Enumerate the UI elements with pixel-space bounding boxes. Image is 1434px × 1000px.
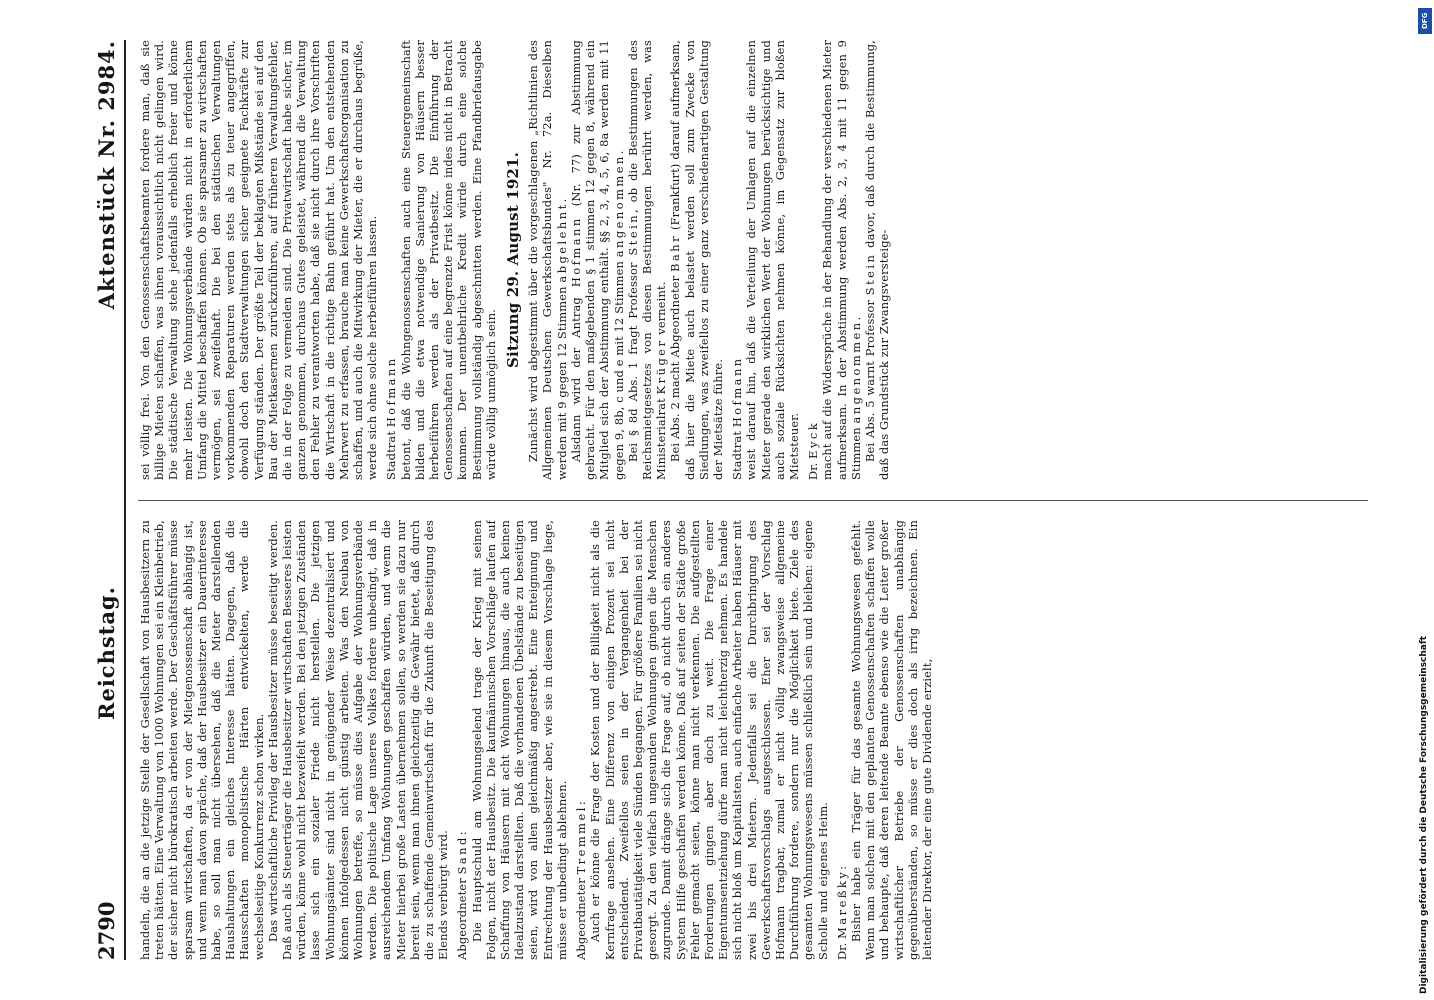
- header-title: Reichstag.: [94, 586, 119, 720]
- speaker-line: [384, 40, 398, 480]
- paragraph-text: Bei Abs. 2 macht Abgeordneter: [668, 275, 683, 462]
- speaker-title: Dr.: [806, 462, 821, 480]
- left-column: [138, 520, 1378, 960]
- speaker-title: Stadtrat: [730, 430, 745, 480]
- speaker-name: Mareßky: [834, 869, 849, 939]
- header-rule: [124, 40, 126, 960]
- paragraph: sei völlig frei. Von den Genossenschaftsbeamten fordere man, daß sie billige Mieten schaffen, was ihnen voraussichtlich nicht gelingen wird. Die städtische Verwaltung stehe jedenfalls erheblich freier und könne mehr leisten. Die Wohnungsverbände würden nicht in erforderlichem Umfang die Mittel beschaffen können. Ob sie sparsamer zu wirtschaften vermögen, sei zweifelhaft. Die bei den städtischen Verwaltungen vorkommenden Reparaturen werden stets als zu teuer angegriffen, obwohl doch den Stadtverwaltungen sicher geeignete Fachkräfte zur Verfügung ständen. Der größte Teil der beklagten Mißstände sei auf den Bau der Mietkasernen zurückzuführen, auf früheren Verwaltungsfehler, die in der Folge zu vermeiden sind. Die Privatwirtschaft habe sicher, im ganzen genommen, durchaus Gutes geleistet, während die Verwaltung den Fehler zu verantworten habe, daß sie nicht durch ihre Vorschriften die Wirtschaft in die richtige Bahn geführt hat. Um den entstehenden Mehrwert zu erfassen, brauche man keine Gewerkschaftsorganisation zu schaffen, und auch die Mitwirkung der Mieter, die er durchaus begrüße, werde sich ohne solche herbeiführen lassen.: [138, 40, 380, 480]
- speaker-title: Abgeordneter: [574, 878, 589, 960]
- paragraph: [863, 40, 891, 480]
- paragraph-text: Bei Abs. 5 warnt Professor: [862, 299, 877, 462]
- speaker-line: [730, 40, 744, 480]
- paragraph: [569, 40, 626, 480]
- paragraph: Die Hauptschuld am Wohnungselend trage der Krieg mit seinen Folgen, nicht der Hausbesitz. Die kaufmännischen Vorschläge laufen auf Schaffung von Häusern mit acht Wohnungen hinaus, die auch keinen Idealzustand darstellten. Daß die vorhandenen Übelstände zu beseitigen seien, wird von allen gleichmäßig angestrebt. Eine Enteignung und Entrechtung der Hausbesitzer aber, wie sie in diesem Vorschlage liege, müsse er unbedingt ablehnen.: [469, 520, 569, 960]
- speaker-title: Abgeordneter: [455, 878, 470, 960]
- right-column: [138, 40, 1378, 480]
- paragraph-text: (Frankfurt) darauf aufmerksam, daß hier die Miete auch belastet werden soll zum Zwecke von Siedlungen, was zweifellos zu einer ganz verschiedenartigen Gestaltung der Mietsätze führe.: [668, 40, 725, 480]
- vote-result: abgelehnt.: [554, 196, 569, 283]
- speaker-name: Eyck: [806, 420, 821, 459]
- dfg-logo: DFG: [1418, 8, 1432, 34]
- person-name: Stein: [625, 212, 640, 256]
- speaker-name: Tremmel: [574, 805, 589, 875]
- page-number: 2790: [94, 901, 119, 960]
- paragraph-text: , ob die Bestimmungen des Reichsmietgesetzes von diesen Bestimmungen berührt werden, was Ministerialrat: [625, 40, 669, 480]
- speaker-line: [806, 40, 820, 480]
- speaker-name: Hofmann: [730, 356, 745, 428]
- column-divider: [138, 500, 1368, 501]
- paragraph: betont, daß die Wohngenossenschaften auch eine Steuergemeinschaft bilden und die etwa notwendige Sanierung von Häusern besser herbeiführen werden als der Privatbesitz. Die Einführung der Genossenschaften auf eine begrenzte Frist könne indes nicht in Betracht kommen. Der unentbehrliche Kredit würde durch eine solche Bestimmung vollständig abgeschnitten werden. Eine Pfandbriefausgabe würde völlig unmöglich sein.: [398, 40, 498, 480]
- person-name: Hofmann: [568, 216, 583, 288]
- digitization-credit: Digitalisierung gefördert durch die Deutsche Forschungsgemeinschaft: [1419, 635, 1429, 994]
- paragraph-text: Zunächst wird abgestimmt über die vorgeschlagenen „Richtlinien des Allgemeinen Deutschen Gewerkschaftsbundes" Nr. 72a. Dieselben werden mit 9 gegen 12 Stimmen: [526, 40, 569, 480]
- speaker-line: Abgeordneter Tremmel:: [574, 801, 589, 960]
- paragraph: [526, 40, 569, 480]
- person-name: Bahr: [668, 233, 683, 272]
- speaker-name: Hofmann: [384, 356, 399, 428]
- paragraph-text: macht auf die Widersprüche in der Behandlung der verschiedenen Mieter aufmerksam. In der Abstimmung werden Abs. 2, 3, 4 mit 11 gegen 9 Stimmen: [820, 40, 863, 480]
- document-page: [32, 10, 1402, 990]
- paragraph: [626, 40, 669, 480]
- session-heading: Sitzung 29. August 1921.: [504, 152, 523, 368]
- paragraph-text: davor, daß durch die Bestimmung, daß das Grundstück zur Zwangsversteige-: [862, 40, 892, 480]
- person-name: Stein: [862, 252, 877, 296]
- speaker-line: Abgeordneter Sand:: [455, 831, 470, 960]
- person-name: Krüger: [654, 338, 669, 395]
- header-document-number: Aktenstück Nr. 2984.: [94, 40, 119, 310]
- paragraph: [820, 40, 863, 480]
- speaker-name: Sand: [455, 835, 470, 875]
- paragraph-text: (Nr. 77) zur Abstimmung gebracht. Für den maßgebenden § 1 stimmen 12 gegen 8, während ein Mitglied sich der Abstimmung enthält. §§ 2, 3, 4, 5, 6, 8a werden mit 11 gegen 9, 8b, c und e mit 12 Stimmen: [568, 40, 626, 480]
- speaker-title: Stadtrat: [384, 430, 399, 480]
- paragraph-text: verneint.: [654, 281, 669, 335]
- vote-result: angenommen.: [848, 314, 863, 424]
- paragraph-text: Bei § 8d Abs. 1 fragt Professor: [625, 262, 640, 462]
- paragraph-text: Alsdann wird der Antrag: [568, 297, 583, 462]
- speaker-title: Dr.: [834, 942, 849, 960]
- paragraph: weist darauf hin, daß die Verteilung der Umlagen auf die einzelnen Mieter gerade den wirklichen Wert der Wohnungen berücksichtige und auch soziale Rücksichten nehmen könne, im Gegensatz zur bloßen Mietsteuer.: [744, 40, 801, 480]
- paragraph: Bisher habe ein Träger für das gesamte Wohnungswesen gefehlt. Wenn man solchen mit den geplanten Genossenschaften schaffen wolle und behaupte, daß deren leitende Beamte ebenso wie die Leiter großer wirtschaftlicher Betriebe der Genossenschaften unabhängig gegenüberständen, so müsse er dies doch als irrig bezeichnen. Ein leitender Direktor, der eine gute Dividende erzielt,: [848, 520, 934, 960]
- paragraph: Auch er könne die Frage der Kosten und der Billigkeit nicht als die Kernfrage ansehen. Eine Differenz von einigen Prozent sei nicht entscheidend. Zweifellos seien in der Vergangenheit bei der Privatbautätigkeit viele Sünden begangen. Für größere Familien sei nicht gesorgt. Zu den vielfach ungesunden Wohnungen gingen die Menschen zugrunde. Damit dränge sich die Frage auf, ob nicht durch ein anderes System Hilfe geschaffen werden könne. Daß auf seiten der Städte große Fehler gemacht seien, könne man nicht verkennen. Die aufgestellten Forderungen gingen aber doch zu weit. Die Frage einer Eigentumsentziehung dürfe man nicht leichtherzig nehmen. Es handele sich nicht bloß um Kapitalisten, auch einfache Arbeiter haben Häuser mit zwei bis drei Mietern. Jedenfalls sei die Durchbringung des Gewerkschaftsvorschlags ausgeschlossen. Eher sei der Vorschlag Hofmann tragbar, zumal er nicht völlig zwangsweise allgemeine Durchführung fordere, sondern nur die Möglichkeit biete. Ziele des gesamten Wohnungswesens müssen schließlich sein und bleiben: eigene Scholle und eigenes Heim.: [588, 520, 830, 960]
- paragraph: handeln, die an die jetzige Stelle der Gesellschaft von Hausbesitzern zu treten hätten. Eine Verwaltung von 1000 Wohnungen sei ein Kleinbetrieb, der sicher nicht bürokratisch arbeiten werde. Der Geschäftsführer müsse sparsam wirtschaften, da er von der Mietgenossenschaft abhängig ist, und wenn man davon spräche, daß der Hausbesitzer ein Dauerinteresse habe, so soll man nicht übersehen, daß die Mieter darstellenden Haushaltungen ein gleiches Interesse hätten. Dagegen, daß die Hausschaften monopolistische Härten entwickelten, werde die wechselseitige Konkurrenz schon wirken.: [138, 520, 266, 960]
- vote-result: angenommen.: [611, 148, 626, 258]
- paragraph: Das wirtschaftliche Privileg der Hausbesitzer müsse beseitigt werden. Daß auch als Steuerträger die Hausbesitzer wirtschaften Besseres leisten würden, könne wohl nicht bezweifelt werden. Bei den jetzigen Zuständen lasse sich ein sozialer Friede nicht herstellen. Die jetzigen Wohnungsämter sind nicht in genügender Weise dezentralisiert und können infolgedessen nicht günstig arbeiten. Was den Neubau von Wohnungen betreffe, so müsse dies Aufgabe der Wohnungsverbände werden. Die politische Lage unseres Volkes fordere unbedingt, daß in ausreichendem Umfang Wohnungen geschaffen würden, und wenn die Mieter hierbei große Lasten übernehmen sollen, so werden sie dazu nur bereit sein, wenn man ihnen gleichzeitig die Gewähr bietet, daß durch die zu schaffende Gemeinwirtschaft für die Zukunft die Beseitigung des Elends verbürgt wird.: [265, 520, 451, 960]
- paragraph: [668, 40, 725, 480]
- speaker-line: Dr. Mareßky:: [834, 865, 849, 960]
